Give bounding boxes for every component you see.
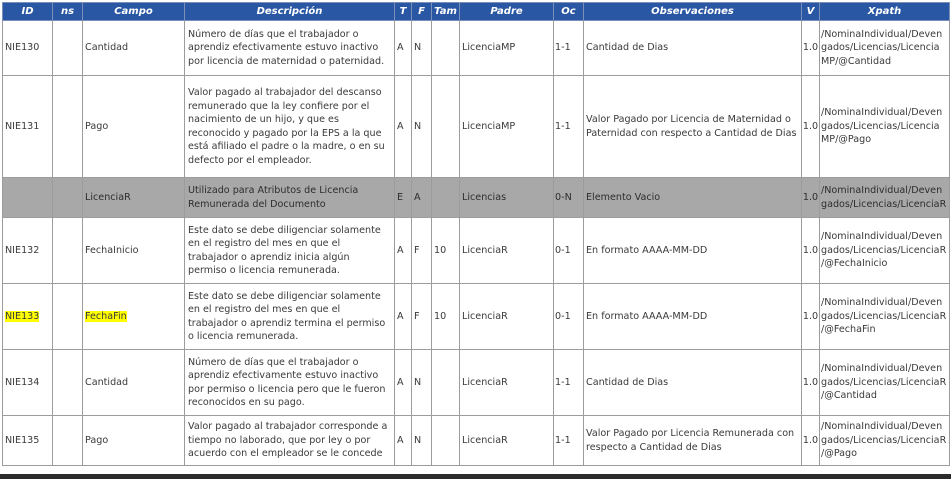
cell-oc: 1-1 xyxy=(554,21,584,76)
cell-oc: 0-1 xyxy=(554,218,584,284)
cell-observaciones: Cantidad de Dias xyxy=(584,350,802,416)
table-row xyxy=(3,350,950,416)
table-row xyxy=(3,178,950,218)
cell-padre: LicenciaR xyxy=(460,350,554,416)
header-id: ID xyxy=(3,3,53,21)
cell-campo: LicenciaR xyxy=(83,178,185,218)
header-observaciones: Observaciones xyxy=(584,3,802,21)
cell-xpath: /NominaIndividual/Deven gados/Licencias/LicenciaR /@Cantidad xyxy=(820,350,950,416)
cell-tam xyxy=(432,416,460,466)
cell-observaciones: Cantidad de Dias xyxy=(584,21,802,76)
header-descripcion: Descripción xyxy=(185,3,395,21)
cell-campo: Pago xyxy=(83,76,185,178)
cell-observaciones: Valor Pagado por Licencia Remunerada con respecto a Cantidad de Dias xyxy=(584,416,802,466)
cell-campo: FechaInicio xyxy=(83,218,185,284)
cell-v: 1.0 xyxy=(802,21,820,76)
cell-f: F xyxy=(412,218,432,284)
cell-t: A xyxy=(395,21,412,76)
header-oc: Oc xyxy=(554,3,584,21)
cell-descripcion: Utilizado para Atributos de Licencia Remunerada del Documento xyxy=(185,178,395,218)
cell-descripcion: Este dato se debe diligenciar solamente en el registro del mes en que el trabajador o aprendiz termina el permiso o licencia remunerada. xyxy=(185,284,395,350)
header-f: F xyxy=(412,3,432,21)
cell-campo: Pago xyxy=(83,416,185,466)
cell-descripcion: Este dato se debe diligenciar solamente en el registro del mes en que el trabajador o aprendiz inicia algún permiso o licencia remunerada. xyxy=(185,218,395,284)
cell-id: NIE132 xyxy=(3,218,53,284)
cell-v: 1.0 xyxy=(802,284,820,350)
cell-padre: Licencias xyxy=(460,178,554,218)
cell-campo xyxy=(83,284,185,350)
cell-v: 1.0 xyxy=(802,76,820,178)
cell-v: 1.0 xyxy=(802,416,820,466)
cell-t: A xyxy=(395,350,412,416)
cell-xpath: /NominaIndividual/Deven gados/Licencias/LicenciaR /@FechaInicio xyxy=(820,218,950,284)
cell-tam xyxy=(432,21,460,76)
header-row xyxy=(3,3,950,21)
cell-oc: 1-1 xyxy=(554,76,584,178)
cell-xpath: /NominaIndividual/Deven gados/Licencias/Licencia MP/@Cantidad xyxy=(820,21,950,76)
cell-descripcion: Valor pagado al trabajador corresponde a tiempo no laborado, que por ley o por acuerdo con el empleador se le concede xyxy=(185,416,395,466)
cell-padre: LicenciaR xyxy=(460,416,554,466)
cell-t: A xyxy=(395,416,412,466)
cell-f: N xyxy=(412,76,432,178)
cell-padre: LicenciaMP xyxy=(460,76,554,178)
header-padre: Padre xyxy=(460,3,554,21)
cell-t: A xyxy=(395,76,412,178)
cell-id xyxy=(3,284,53,350)
cell-ns xyxy=(53,284,83,350)
cell-id: NIE131 xyxy=(3,76,53,178)
cell-oc: 1-1 xyxy=(554,350,584,416)
cell-xpath: /NominaIndividual/Deven gados/Licencias/LicenciaR /@Pago xyxy=(820,416,950,466)
table-row xyxy=(3,76,950,178)
cell-f: N xyxy=(412,416,432,466)
cell-tam xyxy=(432,350,460,416)
cell-ns xyxy=(53,416,83,466)
cell-observaciones: Elemento Vacio xyxy=(584,178,802,218)
cell-ns xyxy=(53,21,83,76)
cell-descripcion: Número de días que el trabajador o aprendiz efectivamente estuvo inactivo por licencia de maternidad o paternidad. xyxy=(185,21,395,76)
header-t: T xyxy=(395,3,412,21)
cell-xpath: /NominaIndividual/Deven gados/Licencias/Licencia MP/@Pago xyxy=(820,76,950,178)
cell-campo: Cantidad xyxy=(83,350,185,416)
cell-f: N xyxy=(412,350,432,416)
cell-t: E xyxy=(395,178,412,218)
cell-descripcion: Valor pagado al trabajador del descanso remunerado que la ley confiere por el nacimiento de un hijo, y que es reconocido y pagado por la EPS a la que está afiliado el padre o la madre, o en su defecto por el empleador. xyxy=(185,76,395,178)
spec-table xyxy=(2,2,950,466)
cell-descripcion: Número de días que el trabajador o aprendiz efectivamente estuvo inactivo por permiso o licencia pero que le fueron reconocidos en su pago. xyxy=(185,350,395,416)
table-row xyxy=(3,416,950,466)
cell-padre: LicenciaR xyxy=(460,284,554,350)
cell-xpath: /NominaIndividual/Deven gados/Licencias/LicenciaR /@FechaFin xyxy=(820,284,950,350)
table-row xyxy=(3,21,950,76)
header-v: V xyxy=(802,3,820,21)
cell-f: F xyxy=(412,284,432,350)
cell-id: NIE134 xyxy=(3,350,53,416)
cell-tam xyxy=(432,76,460,178)
cell-t: A xyxy=(395,218,412,284)
cell-observaciones: En formato AAAA-MM-DD xyxy=(584,284,802,350)
table-row xyxy=(3,284,950,350)
highlighted-campo: FechaFin xyxy=(85,310,127,322)
cell-tam: 10 xyxy=(432,284,460,350)
cell-v: 1.0 xyxy=(802,218,820,284)
header-xpath: Xpath xyxy=(820,3,950,21)
cell-v: 1.0 xyxy=(802,178,820,218)
cell-f: N xyxy=(412,21,432,76)
cell-ns xyxy=(53,218,83,284)
cell-xpath: /NominaIndividual/Deven gados/Licencias/LicenciaR xyxy=(820,178,950,218)
cell-ns xyxy=(53,76,83,178)
cell-oc: 0-N xyxy=(554,178,584,218)
bottom-border xyxy=(0,474,951,479)
cell-padre: LicenciaR xyxy=(460,218,554,284)
table-row xyxy=(3,218,950,284)
cell-f: A xyxy=(412,178,432,218)
cell-oc: 0-1 xyxy=(554,284,584,350)
header-ns: ns xyxy=(53,3,83,21)
cell-oc: 1-1 xyxy=(554,416,584,466)
cell-observaciones: En formato AAAA-MM-DD xyxy=(584,218,802,284)
cell-ns xyxy=(53,178,83,218)
cell-ns xyxy=(53,350,83,416)
header-tam: Tam xyxy=(432,3,460,21)
cell-id: NIE130 xyxy=(3,21,53,76)
cell-observaciones: Valor Pagado por Licencia de Maternidad o Paternidad con respecto a Cantidad de Dias xyxy=(584,76,802,178)
cell-padre: LicenciaMP xyxy=(460,21,554,76)
cell-id: NIE135 xyxy=(3,416,53,466)
cell-tam xyxy=(432,178,460,218)
cell-t: A xyxy=(395,284,412,350)
highlighted-id: NIE133 xyxy=(5,310,40,322)
cell-id xyxy=(3,178,53,218)
header-campo: Campo xyxy=(83,3,185,21)
cell-v: 1.0 xyxy=(802,350,820,416)
cell-campo: Cantidad xyxy=(83,21,185,76)
cell-tam: 10 xyxy=(432,218,460,284)
